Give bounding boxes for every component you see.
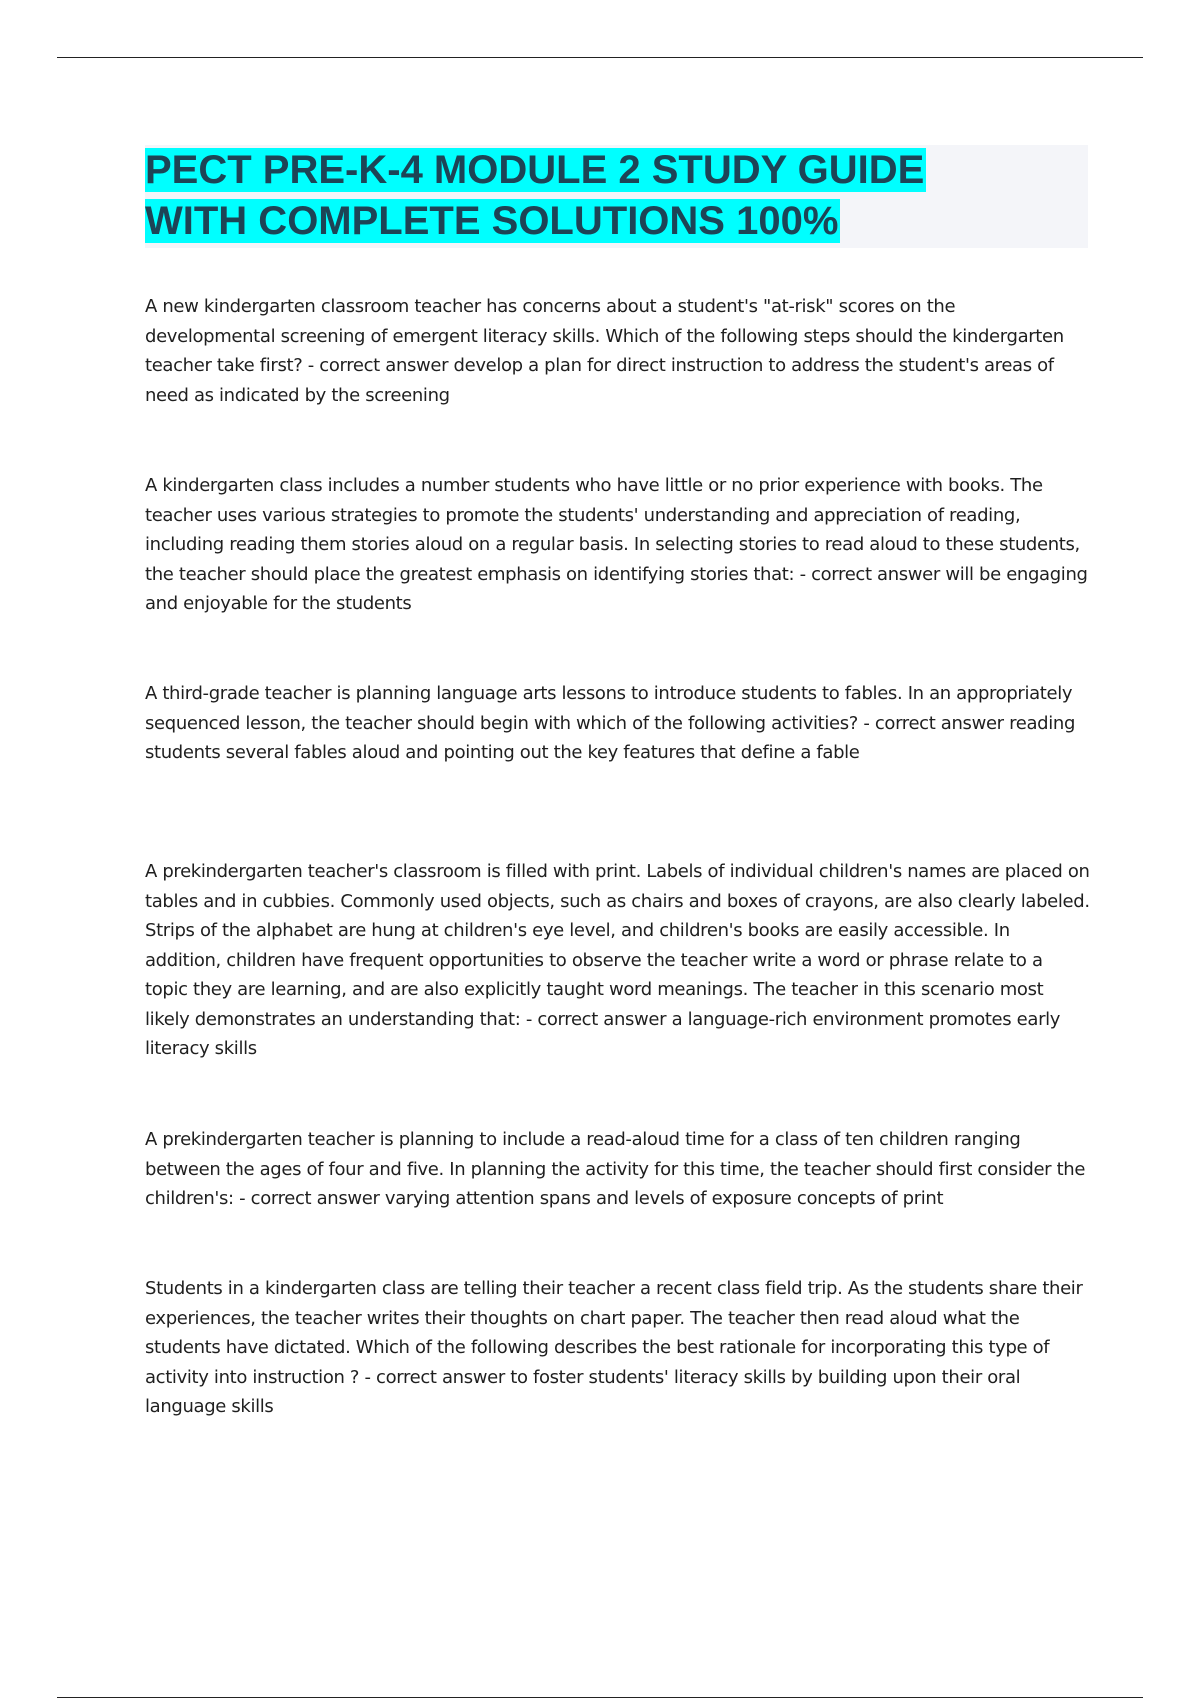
answer-separator: - correct answer xyxy=(794,563,946,585)
question-text: A prekindergarten teacher's classroom is filled with print. Labels of individual children's names are placed on tables and in cubbies. Commonly used objects, such as chairs and boxes of crayons, are also clearly labeled. Strips of the alphabet are hung at children's eye level, and children's books are easily accessible. In addition, children have frequent opportunities to observe the teacher write a word or phrase relate to a topic they are learning, and are also explicitly taught word meanings. The teacher in this scenario most likely demonstrates an understanding that: xyxy=(145,861,1090,1030)
answer-separator: - correct answer xyxy=(233,1188,385,1209)
answer-text: varying attention spans and levels of exposure concepts of print xyxy=(384,1188,944,1209)
answer-text: reading students several fables aloud and pointing out the key features that define a fable xyxy=(145,712,1076,763)
qa-item-4 xyxy=(145,857,1090,1064)
qa-item-5 xyxy=(145,1125,1090,1214)
question-text: A third-grade teacher is planning language arts lessons to introduce students to fables. In an appropriately sequenced lesson, the teacher should begin with which of the following activities? xyxy=(145,683,1073,734)
qa-item-2 xyxy=(145,471,1090,619)
document-title xyxy=(145,145,1088,247)
footer-rule xyxy=(57,1697,1143,1698)
answer-text: will be engaging and enjoyable for the students xyxy=(145,563,1088,614)
answer-separator: - correct answer xyxy=(302,355,454,376)
question-text: Students in a kindergarten class are telling their teacher a recent class field trip. As the students share their experiences, the teacher writes their thoughts on chart paper. The teacher then read aloud what the students have dictated. Which of the following describes the best rationale for incorporating this type of activity into instruction ? xyxy=(145,1278,1083,1388)
qa-item-6 xyxy=(145,1274,1090,1422)
header-rule xyxy=(57,57,1143,58)
answer-separator: - correct answer xyxy=(359,1366,511,1388)
question-text: A kindergarten class includes a number students who have little or no prior experience with books. The teacher uses various strategies to promote the students' understanding and appreciation of reading, including reading them stories aloud on a regular basis. In selecting stories to read aloud to these students, the teacher should place the greatest emphasis on identifying stories that: xyxy=(145,475,1080,585)
qa-item-3 xyxy=(145,679,1090,768)
answer-text: to foster students' literacy skills by building upon their oral language skills xyxy=(145,1366,1021,1417)
answer-separator: - correct answer xyxy=(857,712,1010,734)
title-line-2: WITH COMPLETE SOLUTIONS 100% xyxy=(145,199,839,243)
title-block xyxy=(145,145,1088,248)
title-line-1: PECT PRE-K-4 MODULE 2 STUDY GUIDE xyxy=(145,148,925,192)
qa-item-1 xyxy=(145,292,1090,410)
answer-text: develop a plan for direct instruction to address the student's areas of need as indicated by the screening xyxy=(145,355,1054,406)
question-text: A prekindergarten teacher is planning to include a read-aloud time for a class of ten children ranging between the ages of four and five. In planning the activity for this time, the teacher should first consider the children's: xyxy=(145,1129,1086,1209)
question-text: A new kindergarten classroom teacher has concerns about a student's "at-risk" scores on the developmental screening of emergent literacy skills. Which of the following steps should the kindergarten teacher take first? xyxy=(145,296,1064,376)
answer-separator: - correct answer xyxy=(520,1008,672,1030)
answer-text: a language-rich environment promotes early literacy skills xyxy=(145,1008,1061,1059)
